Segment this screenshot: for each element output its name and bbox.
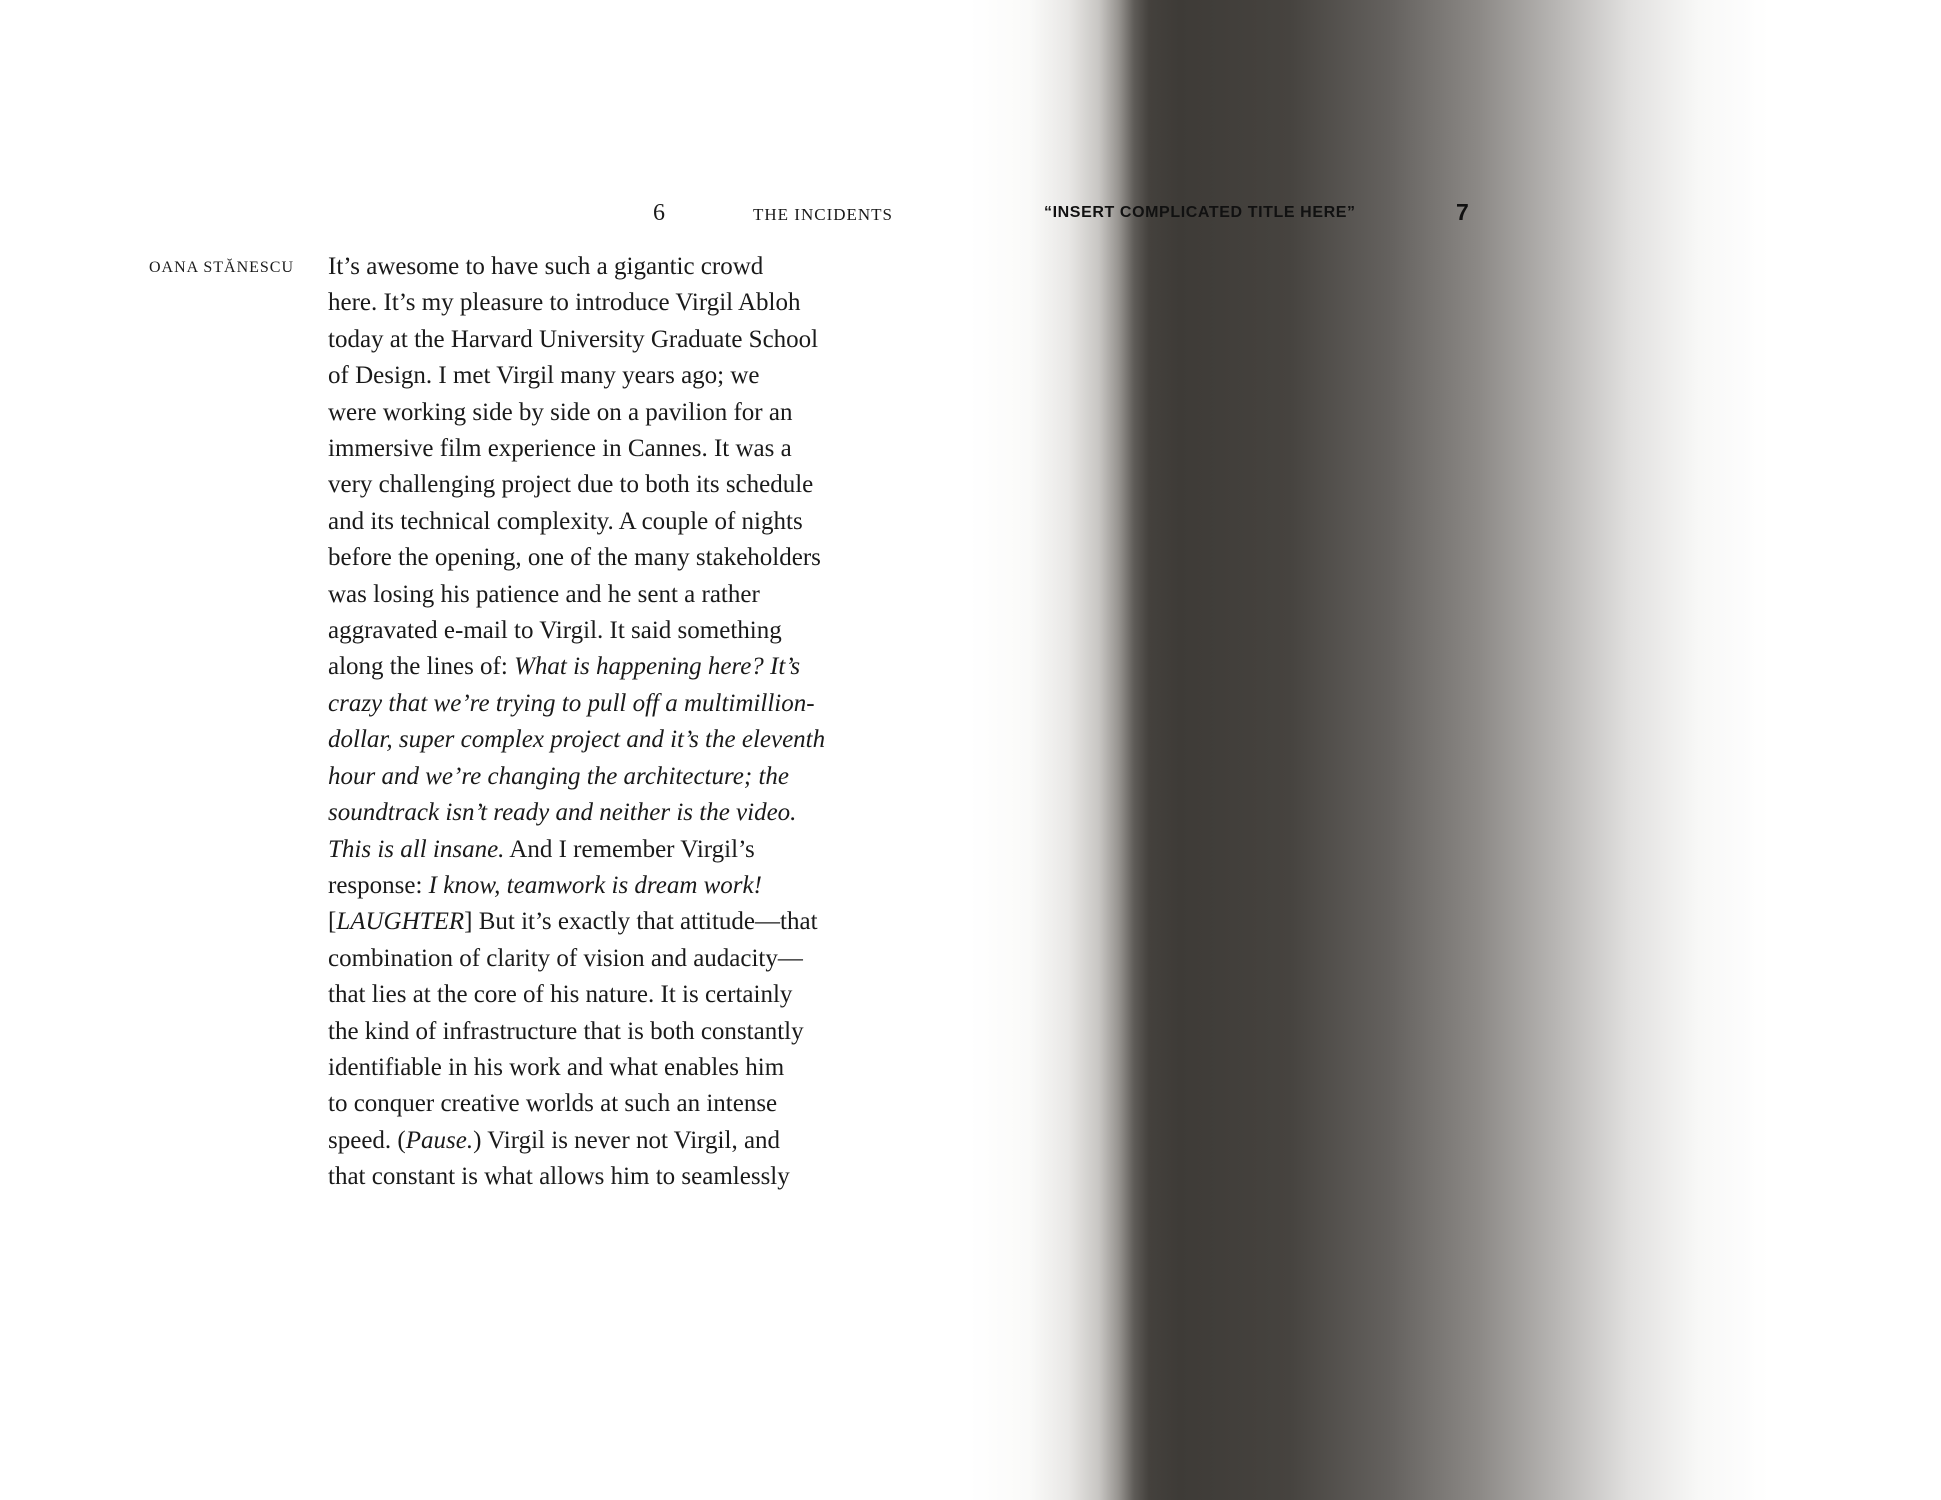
roman-run: that constant is what allows him to seamlessly bbox=[328, 1163, 790, 1191]
italic-run: soundtrack isn’t ready and neither is the video. bbox=[328, 799, 797, 827]
roman-run: ) Virgil is never not Virgil, and bbox=[473, 1126, 781, 1154]
text-line bbox=[328, 722, 908, 758]
roman-run: combination of clarity of vision and audacity— bbox=[328, 944, 803, 972]
text-line bbox=[328, 832, 908, 868]
running-head-right: “INSERT COMPLICATED TITLE HERE” bbox=[1044, 204, 1356, 221]
roman-run: aggravated e-mail to Virgil. It said something bbox=[328, 617, 782, 645]
roman-run: here. It’s my pleasure to introduce Virgil Abloh bbox=[328, 289, 801, 317]
text-line bbox=[328, 504, 908, 540]
roman-run: that lies at the core of his nature. It is certainly bbox=[328, 981, 793, 1009]
italic-run: crazy that we’re trying to pull off a multimillion- bbox=[328, 689, 815, 717]
roman-run: speed. ( bbox=[328, 1126, 406, 1154]
roman-run: and its technical complexity. A couple of nights bbox=[328, 507, 803, 535]
text-line bbox=[328, 322, 908, 358]
roman-run: was losing his patience and he sent a rather bbox=[328, 580, 760, 608]
roman-run: to conquer creative worlds at such an intense bbox=[328, 1090, 778, 1118]
text-line bbox=[328, 467, 908, 503]
running-head-left: THE INCIDENTS bbox=[753, 205, 894, 224]
italic-run: LAUGHTER bbox=[336, 908, 465, 936]
folio-left: 6 bbox=[653, 200, 665, 226]
roman-run: [ bbox=[328, 908, 337, 936]
text-line bbox=[328, 686, 908, 722]
roman-run: were working side by side on a pavilion for an bbox=[328, 398, 793, 426]
text-line bbox=[328, 613, 908, 649]
roman-run: And I remember Virgil’s bbox=[504, 835, 755, 863]
text-line bbox=[328, 977, 908, 1013]
roman-run: response: bbox=[328, 871, 429, 899]
text-line bbox=[328, 577, 908, 613]
italic-run: What is happening here? It’s bbox=[514, 653, 801, 681]
text-line bbox=[328, 941, 908, 977]
text-line bbox=[328, 431, 908, 467]
italic-run: This is all insane. bbox=[328, 835, 505, 863]
text-line bbox=[328, 540, 908, 576]
italic-run: I know, teamwork is dream work! bbox=[428, 871, 762, 899]
text-line bbox=[328, 1050, 908, 1086]
roman-run: the kind of infrastructure that is both constantly bbox=[328, 1017, 804, 1045]
roman-run: ] But it’s exactly that attitude—that bbox=[464, 908, 818, 936]
roman-run: of Design. I met Virgil many years ago; we bbox=[328, 362, 760, 390]
roman-run: before the opening, one of the many stakeholders bbox=[328, 544, 821, 572]
text-line bbox=[328, 1014, 908, 1050]
roman-run: along the lines of: bbox=[328, 653, 515, 681]
text-line bbox=[328, 759, 908, 795]
folio-right: 7 bbox=[1456, 199, 1469, 225]
text-line bbox=[328, 358, 908, 394]
text-line bbox=[328, 795, 908, 831]
roman-run: immersive film experience in Cannes. It was a bbox=[328, 435, 792, 463]
text-line bbox=[328, 285, 908, 321]
italic-run: Pause. bbox=[405, 1126, 474, 1154]
text-line bbox=[328, 868, 908, 904]
body-text bbox=[328, 249, 908, 1196]
roman-run: identifiable in his work and what enables him bbox=[328, 1053, 785, 1081]
roman-run: today at the Harvard University Graduate School bbox=[328, 325, 819, 353]
roman-run: It’s awesome to have such a gigantic crowd bbox=[328, 253, 764, 280]
text-line bbox=[328, 249, 908, 285]
speaker-name: OANA STĂNESCU bbox=[149, 259, 295, 276]
text-line bbox=[328, 1123, 908, 1159]
text-line bbox=[328, 1159, 908, 1195]
text-line bbox=[328, 395, 908, 431]
italic-run: hour and we’re changing the architecture; the bbox=[328, 762, 789, 790]
gradient-photo-band bbox=[969, 0, 1941, 1500]
right-page bbox=[969, 0, 1941, 1500]
italic-run: dollar, super complex project and it’s the eleventh bbox=[328, 726, 826, 754]
text-line bbox=[328, 1086, 908, 1122]
roman-run: very challenging project due to both its schedule bbox=[328, 471, 814, 499]
text-line bbox=[328, 649, 908, 685]
text-line bbox=[328, 904, 908, 940]
